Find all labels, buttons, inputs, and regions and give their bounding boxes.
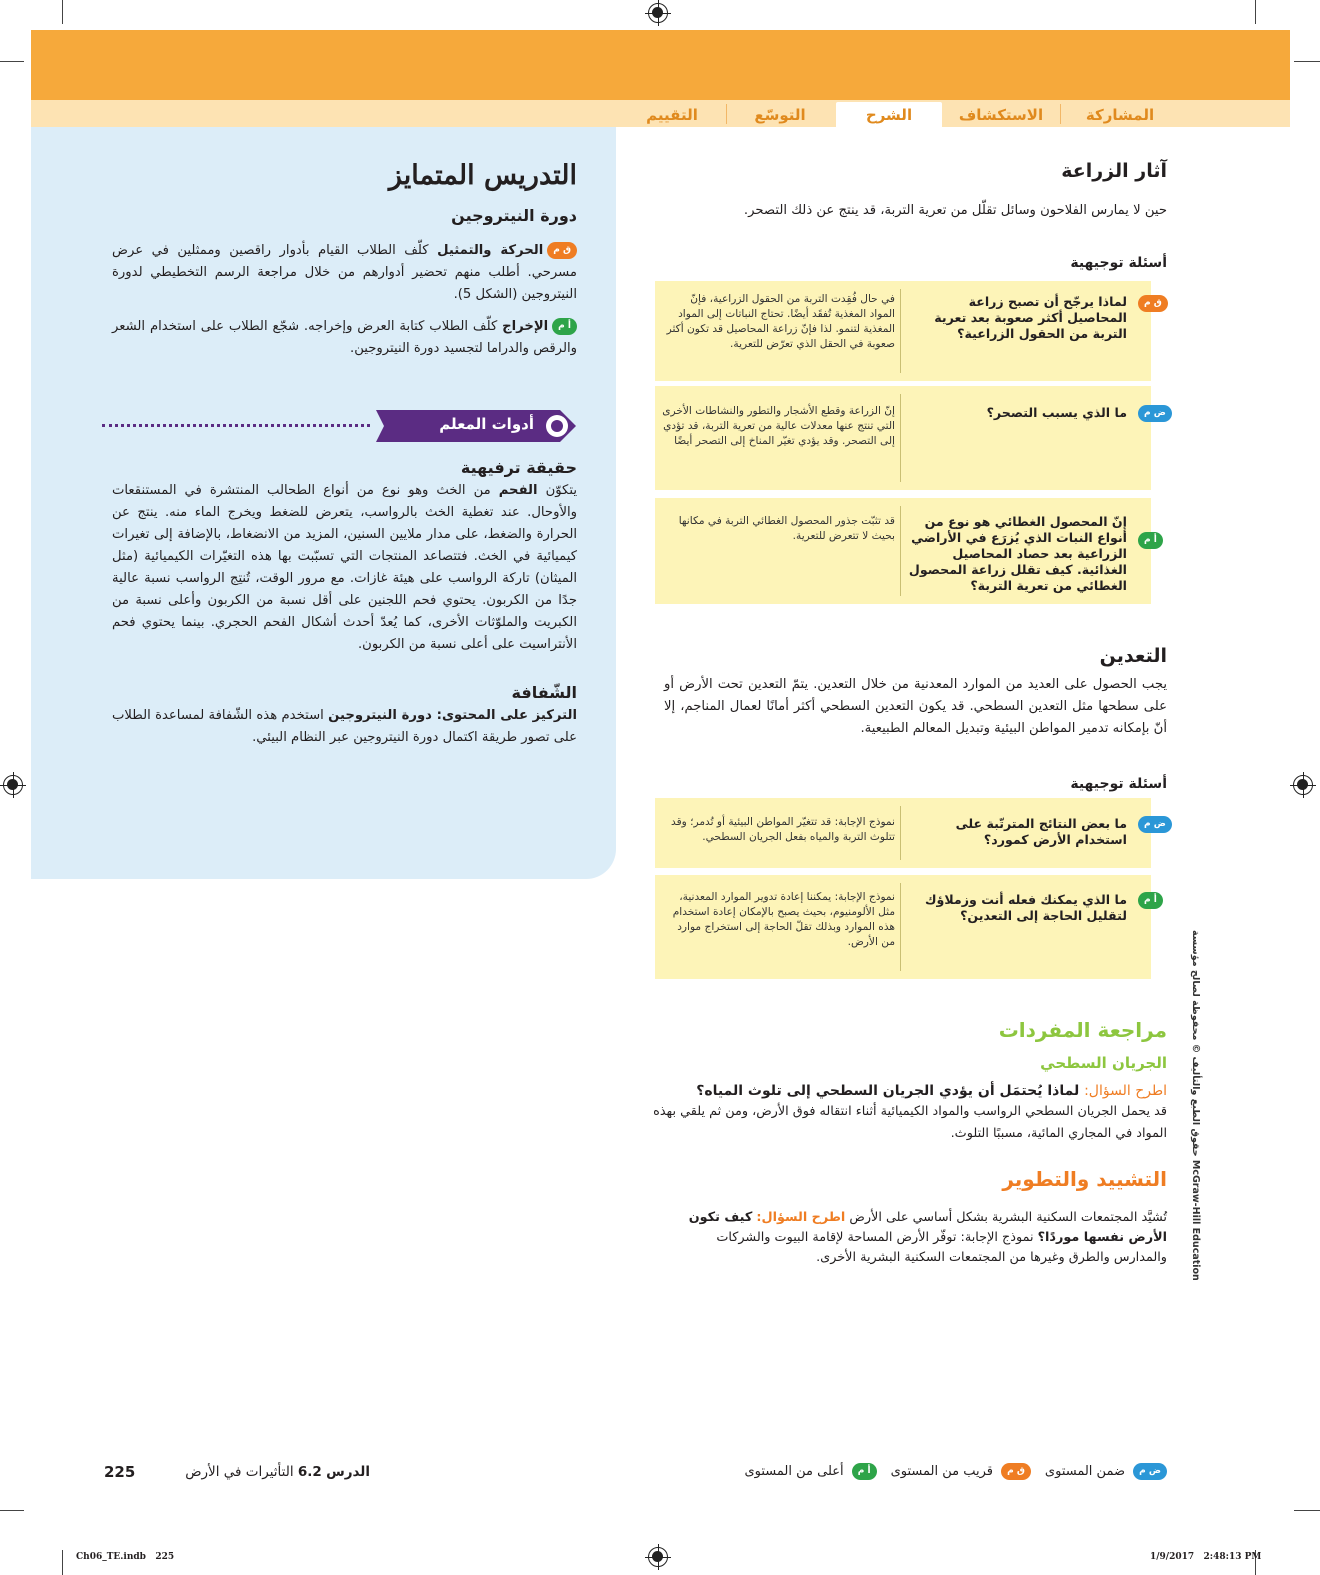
activity-text: كلّف الطلاب كتابة العرض وإخراجه. شجّع الطلاب على استخدام الشعر والرقص والدراما لتجسيد دورة النيتروجين. [112,319,577,356]
legend-item: أ م أعلى من المستوى [744,1463,876,1480]
ask-prompt: اطرح السؤال: [756,1210,846,1225]
tab-explore[interactable]: الاستكشاف [958,105,1044,124]
tab-separator [726,104,727,124]
guiding-answer: نموذج الإجابة: قد تتغيّر المواطن البيئية أو تُدمر؛ وقد تتلوث التربة والمياه بفعل الجريان السطحي. [671,816,895,843]
activity-lead: الحركة والتمثيل [437,243,544,258]
nitrogen-subtitle: دورة النيتروجين [451,206,577,225]
enrichment-lead: تُشيَّد المجتمعات السكنية البشرية بشكل أساسي على الأرض [849,1210,1167,1225]
transparency-lead: التركيز على المحتوى: دورة النيتروجين [328,708,577,723]
level-legend [700,1463,1167,1480]
level-badge-above: أ م [1134,890,1163,909]
tab-separator [1060,104,1061,124]
crop-mark [62,1550,63,1575]
guiding-answer: إنّ الزراعة وقطع الأشجار والتطور والنشاطات الأخرى التي تنتج عنها معدلات عالية من تعرية التربة، قد تؤدي إلى التصحر. وقد يؤدي تغيّر المناخ إلى التصحر أيضًا [662,405,895,447]
dotted-rule [102,424,370,427]
activity-lead: الإخراج [502,319,549,334]
differentiated-title: التدريس المتمايز [388,160,577,191]
guiding-answer: في حال فُقِدت التربة من الحقول الزراعية، فإنّ المواد المغذية تُفقَد أيضًا. تحتاج النباتات إلى المواد المغذية لتنمو. لذا فإنّ زراعة المحاصيل قد تكون أكثر صعوبة في الحقل الذي تعرّض للتعرية. [666,293,895,350]
level-badge-on: ض م [1134,814,1172,833]
registration-mark-icon [3,775,23,795]
page-number: 225 [104,1463,136,1481]
file-slug: Ch06_TE.indb 225 [76,1552,175,1562]
copyright-notice: حقوق الطبع والتأليف © محفوظة لصالح مؤسسة McGraw-Hill Education [1190,930,1201,1281]
fun-fact-title: حقيقة ترفيهية [460,458,577,477]
legend-item: ق م قريب من المستوى [891,1463,1031,1480]
legend-item: ض م ضمن المستوى [1045,1463,1167,1480]
activity-acting [112,240,577,306]
fun-fact-text [112,480,577,656]
fun-fact-lead: يتكوّن [545,483,577,498]
guiding-answer: نموذج الإجابة: يمكننا إعادة تدوير الموارد المعدنية، مثل الألومنيوم، بحيث يصبح بالإمكان إعادة استخدام هذه الموارد وبذلك تقلّ الحاجة إلى استخراج موارد من الأرض. [672,891,895,948]
tab-evaluate[interactable]: التقييم [646,105,698,124]
guiding-question: إنّ المحصول الغطائي هو نوع من أنواع النبات الذي يُزرَع في الأراضي الزراعية بعد حصاد المحاصيل الغذائية. كيف تقلل زراعة المحصول الغطائي من تعرية التربة؟ [908,514,1127,593]
vocab-question [650,1080,1167,1102]
vocab-review-heading: مراجعة المفردات [998,1018,1167,1042]
lesson-word: الدرس [326,1464,370,1480]
lesson-label [150,1464,370,1480]
activity-text: كلّف الطلاب القيام بأدوار راقصين وممثلين في عرض مسرحي. أطلب منهم تحضير أدوارهم من خلال مراجعة الرسم التخطيطي لدورة النيتروجين (الشكل 5). [112,243,577,302]
tab-elaborate[interactable]: التوسّع [754,105,806,124]
guiding-questions-heading: أسئلة توجيهية [1070,255,1167,271]
fun-fact-body: من الخث وهو نوع من أنواع الطحالب المنتشرة في المستنقعات والأوحال. عند تغطية الخث بالرواسب، يتعرض للضغط ويخرج الماء منه. ينتج عن الحرارة والضغط، على مدار ملايين السنين، المزيد من الانضغاط، بالإضافة إلى تغيرات كيميائية في الخث. فتتصاعد المنتجات التي تسبّبت بها هذه التغيّرات الكيميائية (مثل الميثان) تاركة الرواسب على هيئة غازات. مع مرور الوقت، تُنتِج الرواسب نسبة عالية جدًا من الكربون. يحتوي فحم اللجنين على أقل نسبة من الكربون وأعلى نسبة من الكبريت والملوّثات الأخرى، كما يُعدّ أحدث أشكال الفحم الحجري. بينما يحتوي فحم الأنتراسيت على أعلى نسبة من الكربون. [112,483,577,652]
crop-mark [1294,61,1320,62]
crop-mark [1294,1510,1320,1511]
enrichment-question: كيف تكون الأرض نفسها موردًا؟ [688,1210,1167,1245]
level-badge-approaching: ق م [547,242,577,259]
vocab-question-text: لماذا يُحتمَل أن يؤدي الجريان السطحي إلى تلوث المياه؟ [696,1083,1080,1099]
registration-mark-icon [648,1547,668,1567]
transparency-body: استخدم هذه الشّفافة لمساعدة الطلاب على تصور طريقة اكتمال دورة النيتروجين عبر النظام البيئي. [112,708,577,745]
crop-mark [1255,0,1256,24]
agriculture-text: حين لا يمارس الفلاحون وسائل تقلّل من تعرية التربة، قد ينتج عن ذلك التصحر. [743,203,1167,218]
registration-mark-icon [648,3,668,23]
agriculture-heading: آثار الزراعة [1061,160,1167,182]
registration-mark-icon [1293,775,1313,795]
guiding-question: ما بعض النتائج المترتّبة على استخدام الأرض كمورد؟ [955,816,1127,847]
print-timestamp: 1/9/2017 2:48:13 PM [1150,1552,1262,1562]
crop-mark [62,0,63,24]
header-banner [31,30,1290,100]
lesson-title: التأثيرات في الأرض [185,1464,294,1480]
transparency-title: الشّفافة [511,683,577,702]
activity-directing [112,316,577,360]
lesson-number: 6.2 [297,1464,322,1480]
enrichment-text [688,1208,1167,1268]
level-badge-above: أ م [552,318,577,335]
teacher-tools-label: أدوات المعلم [439,415,534,433]
level-badge-approaching: ق م [1134,293,1168,312]
crop-mark [0,61,24,62]
guiding-question: لماذا يرجّح أن تصبح زراعة المحاصيل أكثر صعوبة بعد تعرية التربة من الحقول الزراعية؟ [934,294,1127,341]
guiding-answer: قد تثبّت جذور المحصول الغطائي التربة في مكانها بحيث لا تتعرض للتعرية. [678,515,895,542]
transparency-text [112,705,577,749]
tab-engage[interactable]: المشاركة [1085,105,1155,124]
enrichment-answer: نموذج الإجابة: توفّر الأرض المساحة لإقامة البيوت والشركات والمدارس والطرق وغيرها من المجتمعات السكنية البشرية الأخرى. [716,1230,1167,1265]
crop-mark [0,1510,24,1511]
fun-fact-keyword: الفحم [498,483,538,498]
vocab-answer: قد يحمل الجريان السطحي الرواسب والمواد الكيميائية أثناء انتقاله فوق الأرض، ومن ثم يلقي بهذه المواد في المجاري المائية، مسببًا التلوث. [653,1104,1167,1141]
guiding-question: ما الذي يسبب التصحر؟ [986,405,1127,420]
vocab-term: الجريان السطحي [1040,1054,1167,1072]
mining-text: يجب الحصول على العديد من الموارد المعدنية من خلال التعدين. يتمّ التعدين تحت الأرض أو على سطحها مثل التعدين السطحي. قد يكون التعدين السطحي أكثر أمانًا لعمال المناجم، إلا أنّ بإمكانه تدمير المواطن البيئية وتبديل المعالم الطبيعية. [664,677,1167,736]
teacher-tools-banner [376,410,576,442]
mining-heading: التعدين [1099,645,1167,667]
ask-prompt: اطرح السؤال: [1084,1083,1167,1099]
level-badge-above: أ م [1134,530,1163,549]
guiding-question: ما الذي يمكنك فعله أنت وزملاؤك لتقليل الحاجة إلى التعدين؟ [925,892,1127,923]
enrichment-heading: التشييد والتطوير [1002,1167,1167,1191]
level-badge-on: ض م [1134,403,1172,422]
tab-explain[interactable]: الشرح [836,102,942,127]
target-icon [546,415,568,437]
guiding-questions-heading: أسئلة توجيهية [1070,776,1167,792]
